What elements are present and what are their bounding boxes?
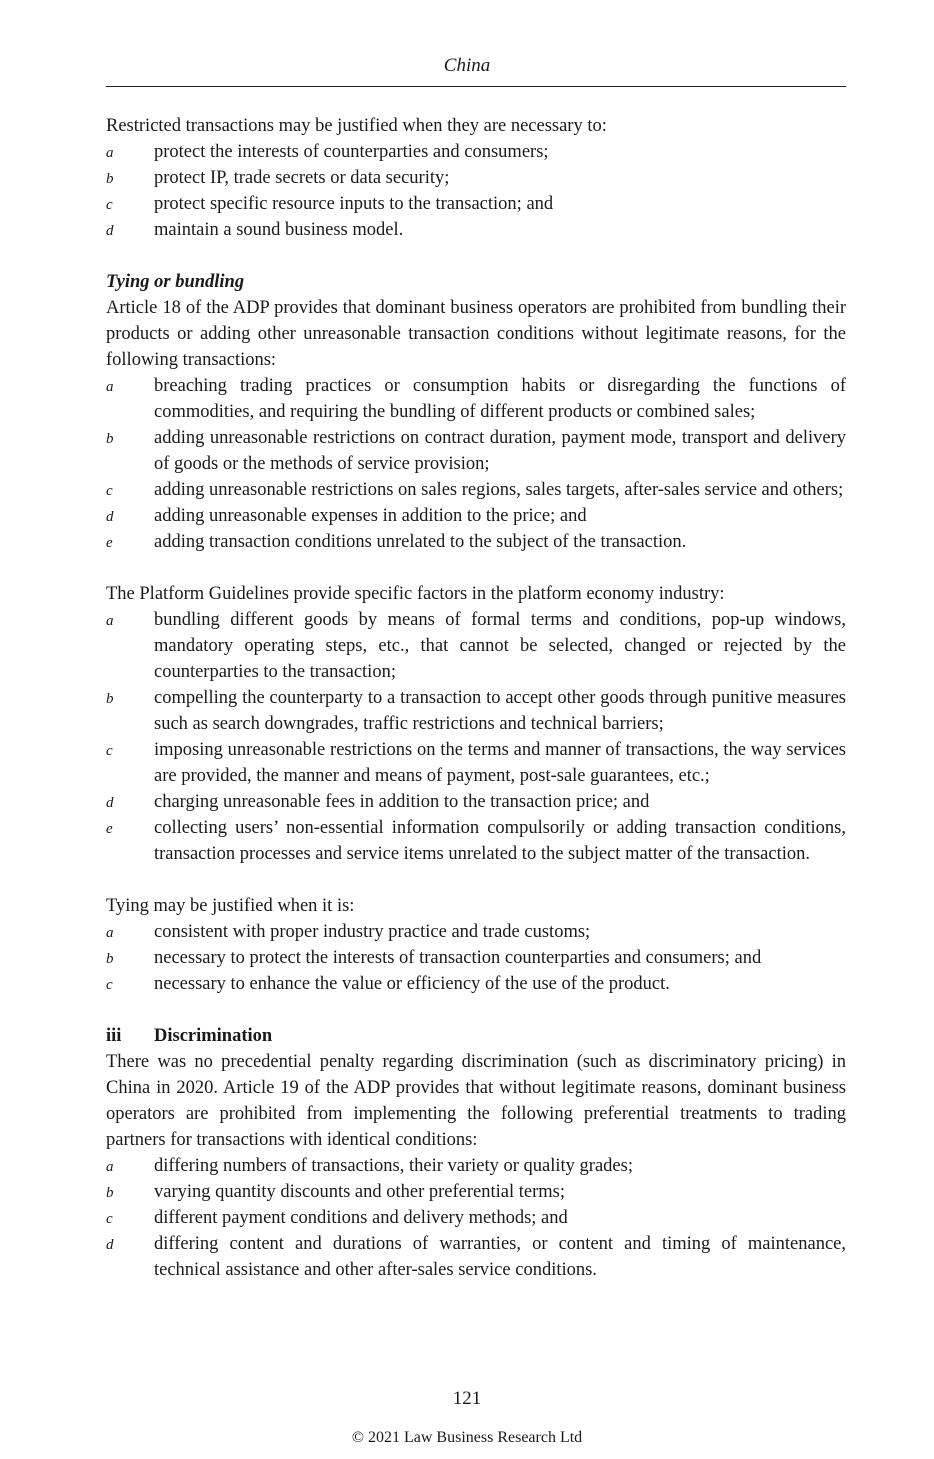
list-item-text: bundling different goods by means of formal terms and conditions, pop-up windows, mandatory operating steps, etc., that cannot be selected, changed or rejected by the counterparties to the transaction; — [154, 610, 846, 682]
discrimination-heading — [106, 1023, 846, 1049]
list-item-text: maintain a sound business model. — [154, 220, 404, 240]
list-marker: d — [106, 1237, 114, 1253]
list-item — [106, 971, 846, 997]
list-item — [106, 529, 846, 555]
list-item — [106, 1153, 846, 1179]
list-item-text: necessary to protect the interests of transaction counterparties and consumers; and — [154, 948, 762, 968]
list-item-text: imposing unreasonable restrictions on the terms and manner of transactions, the way services are provided, the manner and means of payment, post-sale guarantees, etc.; — [154, 740, 846, 786]
list-item — [106, 217, 846, 243]
section-title: Discrimination — [154, 1026, 273, 1046]
list-marker: b — [106, 1185, 114, 1201]
list-marker: c — [106, 1211, 113, 1227]
list-item-text: necessary to enhance the value or efficiency of the use of the product. — [154, 974, 670, 994]
list-item-text: differing content and durations of warranties, or content and timing of maintenance, technical assistance and other after-sales service conditions. — [154, 1234, 846, 1280]
list-item-text: consistent with proper industry practice and trade customs; — [154, 922, 591, 942]
justified-intro: Tying may be justified when it is: — [106, 896, 355, 916]
list-item — [106, 503, 846, 529]
list-marker: e — [106, 535, 113, 551]
discrimination-list — [106, 1153, 846, 1283]
list-marker: d — [106, 509, 114, 525]
list-item-text: adding transaction conditions unrelated to the subject of the transaction. — [154, 532, 687, 552]
list-item — [106, 815, 846, 867]
running-head-title: China — [443, 55, 491, 76]
list-item-text: compelling the counterparty to a transaction to accept other goods through punitive measures such as search downgrades, traffic restrictions and technical barriers; — [154, 688, 846, 734]
list-item — [106, 165, 846, 191]
section-number: iii — [106, 1026, 122, 1046]
tying-heading: Tying or bundling — [106, 272, 245, 292]
list-item — [106, 919, 846, 945]
platform-intro: The Platform Guidelines provide specific factors in the platform economy industry: — [106, 584, 725, 604]
list-item-text: different payment conditions and delivery methods; and — [154, 1208, 568, 1228]
list-item — [106, 1231, 846, 1283]
header-rule — [106, 86, 846, 87]
justified-list — [106, 919, 846, 997]
page-number: 121 — [452, 1388, 482, 1409]
list-item-text: adding unreasonable expenses in addition to the price; and — [154, 506, 587, 526]
list-marker: c — [106, 483, 113, 499]
page-body — [106, 113, 846, 1283]
list-item — [106, 685, 846, 737]
list-item-text: protect specific resource inputs to the transaction; and — [154, 194, 554, 214]
restricted-intro: Restricted transactions may be justified when they are necessary to: — [106, 116, 607, 136]
list-item — [106, 425, 846, 477]
list-marker: a — [106, 1159, 114, 1175]
list-marker: a — [106, 613, 114, 629]
list-item — [106, 737, 846, 789]
list-item-text: protect the interests of counterparties and consumers; — [154, 142, 549, 162]
restricted-list — [106, 139, 846, 243]
list-item — [106, 139, 846, 165]
list-marker: b — [106, 171, 114, 187]
copyright-notice: © 2021 Law Business Research Ltd — [351, 1429, 583, 1446]
list-marker: d — [106, 795, 114, 811]
list-item-text: differing numbers of transactions, their variety or quality grades; — [154, 1156, 633, 1176]
list-item-text: varying quantity discounts and other preferential terms; — [154, 1182, 565, 1202]
list-item — [106, 477, 846, 503]
list-item — [106, 1205, 846, 1231]
list-marker: b — [106, 951, 114, 967]
list-item — [106, 607, 846, 685]
discrimination-intro: There was no precedential penalty regarding discrimination (such as discriminatory pricing) in China in 2020. Article 19 of the ADP provides that without legitimate reasons, dominant business operators are prohibited from implementing the following preferential treatments to trading partners for transactions with identical conditions: — [106, 1052, 846, 1150]
list-item-text: collecting users’ non-essential information compulsorily or adding transaction conditions, transaction processes and service items unrelated to the subject matter of the transaction. — [154, 818, 846, 864]
list-marker: a — [106, 145, 114, 161]
list-marker: c — [106, 977, 113, 993]
list-item — [106, 1179, 846, 1205]
tying-list — [106, 373, 846, 555]
list-item-text: protect IP, trade secrets or data security; — [154, 168, 450, 188]
list-marker: b — [106, 691, 114, 707]
list-marker: e — [106, 821, 113, 837]
list-item-text: adding unreasonable restrictions on contract duration, payment mode, transport and delivery of goods or the methods of service provision; — [154, 428, 846, 474]
list-marker: c — [106, 743, 113, 759]
list-item-text: charging unreasonable fees in addition to the transaction price; and — [154, 792, 650, 812]
list-marker: b — [106, 431, 114, 447]
list-marker: c — [106, 197, 113, 213]
list-marker: a — [106, 379, 114, 395]
list-item — [106, 191, 846, 217]
list-item-text: adding unreasonable restrictions on sales regions, sales targets, after-sales service and others; — [154, 480, 844, 500]
list-item — [106, 373, 846, 425]
platform-list — [106, 607, 846, 867]
list-marker: d — [106, 223, 114, 239]
list-item — [106, 789, 846, 815]
list-item — [106, 945, 846, 971]
list-marker: a — [106, 925, 114, 941]
tying-intro: Article 18 of the ADP provides that dominant business operators are prohibited from bundling their products or adding other unreasonable transaction conditions without legitimate reasons, for the following transactions: — [106, 298, 846, 370]
list-item-text: breaching trading practices or consumption habits or disregarding the functions of commodities, and requiring the bundling of different products or combined sales; — [154, 376, 846, 422]
